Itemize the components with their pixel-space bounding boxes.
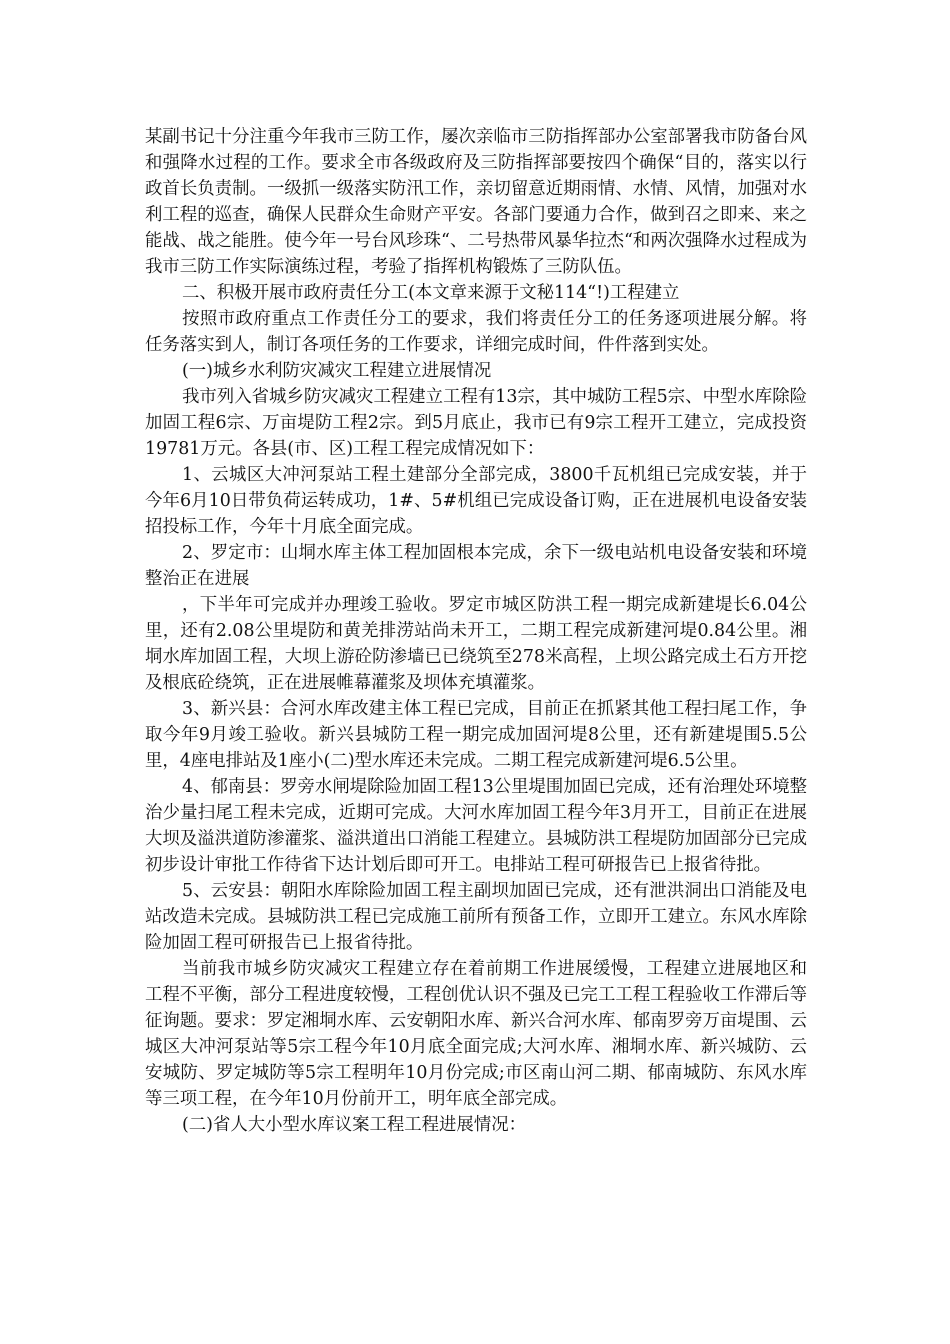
section-heading-two: 二、积极开展市政府责任分工(本文章来源于文秘114“!)工程建立 [182, 283, 680, 303]
list-item-yuncheng: 1、云城区大冲河泵站工程土建部分全部完成，3800千瓦机组已完成安装，并于今年6月10日带负荷运转成功，1#、5#机组已完成设备订购，正在进展机电设备安装招投标工作，今年十月底全面完成。 [145, 465, 807, 537]
document-body [145, 124, 807, 1138]
list-item-yunan: 4、郁南县：罗旁水闸堤除险加固工程13公里堤围加固已完成，还有治理处环境整治少量扫尾工程未完成，近期可完成。大河水库加固工程今年3月开工，目前正在进展大坝及溢洪道防渗灌浆、溢洪道出口消能工程建立。县城防洪工程堤防加固部分已完成初步设计审批工作待省下达计划后即可开工。电排站工程可研报告已上报省待批。 [145, 777, 807, 875]
paragraph-project-overview: 我市列入省城乡防灾减灾工程建立工程有13宗，其中城防工程5宗、中型水库除险加固工程6宗、万亩堤防工程2宗。到5月底止，我市已有9宗工程开工建立，完成投资19781万元。各县(市、区)工程工程完成情况如下： [145, 387, 807, 459]
subsection-heading-two: (二)省人大小型水库议案工程工程进展情况： [182, 1115, 526, 1135]
paragraph-task-allocation: 按照市政府重点工作责任分工的要求，我们将责任分工的任务逐项进展分解。将任务落实到人，制订各项任务的工作要求，详细完成时间，件件落到实处。 [145, 309, 807, 355]
subsection-heading-one: (一)城乡水利防灾减灾工程建立进展情况 [182, 361, 492, 381]
paragraph-problems-requirements: 当前我市城乡防灾减灾工程建立存在着前期工作进展缓慢，工程建立进展地区和工程不平衡，部分工程进度较慢，工程创优认识不强及已完工工程工程验收工作滞后等征询题。要求：罗定湘垌水库、云安朝阳水库、新兴合河水库、郁南罗旁万亩堤围、云城区大冲河泵站等5宗工程今年10月底全面完成;大河水库、湘垌水库、新兴城防、云安城防、罗定城防等5宗工程明年10月份完成;市区南山河二期、郁南城防、东风水库等三项工程，在今年10月份前开工，明年底全部完成。 [145, 959, 807, 1109]
list-item-yunan-county: 5、云安县：朝阳水库除险加固工程主副坝加固已完成，还有泄洪洞出口消能及电站改造未完成。县城防洪工程已完成施工前所有预备工作，立即开工建立。东风水库除险加固工程可研报告已上报省待批。 [145, 881, 807, 953]
list-item-luoding: 2、罗定市：山垌水库主体工程加固根本完成，余下一级电站机电设备安装和环境整治正在进展 [145, 543, 807, 589]
list-item-xinxing: 3、新兴县：合河水库改建主体工程已完成，目前正在抓紧其他工程扫尾工作，争取今年9月竣工验收。新兴县城防工程一期完成加固河堤8公里，还有新建堤围5.5公里，4座电排站及1座小(二)型水库还未完成。二期工程完成新建河堤6.5公里。 [145, 699, 807, 771]
paragraph-intro: 某副书记十分注重今年我市三防工作，屡次亲临市三防指挥部办公室部署我市防备台风和强降水过程的工作。要求全市各级政府及三防指挥部要按四个确保“目的，落实以行政首长负责制。一级抓一级落实防汛工作，亲切留意近期雨情、水情、风情，加强对水利工程的巡查，确保人民群众生命财产平安。各部门要通力合作，做到召之即来、来之能战、战之能胜。使今年一号台风珍珠“、二号热带风暴华拉杰“和两次强降水过程成为我市三防工作实际演练过程，考验了指挥机构锻炼了三防队伍。 [145, 127, 807, 277]
paragraph-luoding-continued: ，下半年可完成并办理竣工验收。罗定市城区防洪工程一期完成新建堤长6.04公里，还有2.08公里堤防和黄羌排涝站尚未开工，二期工程完成新建河堤0.84公里。湘垌水库加固工程，大坝上游砼防渗墙已已绕筑至278米高程，上坝公路完成土石方开挖及根底砼绕筑，正在进展帷幕灌浆及坝体充填灌浆。 [145, 595, 807, 693]
